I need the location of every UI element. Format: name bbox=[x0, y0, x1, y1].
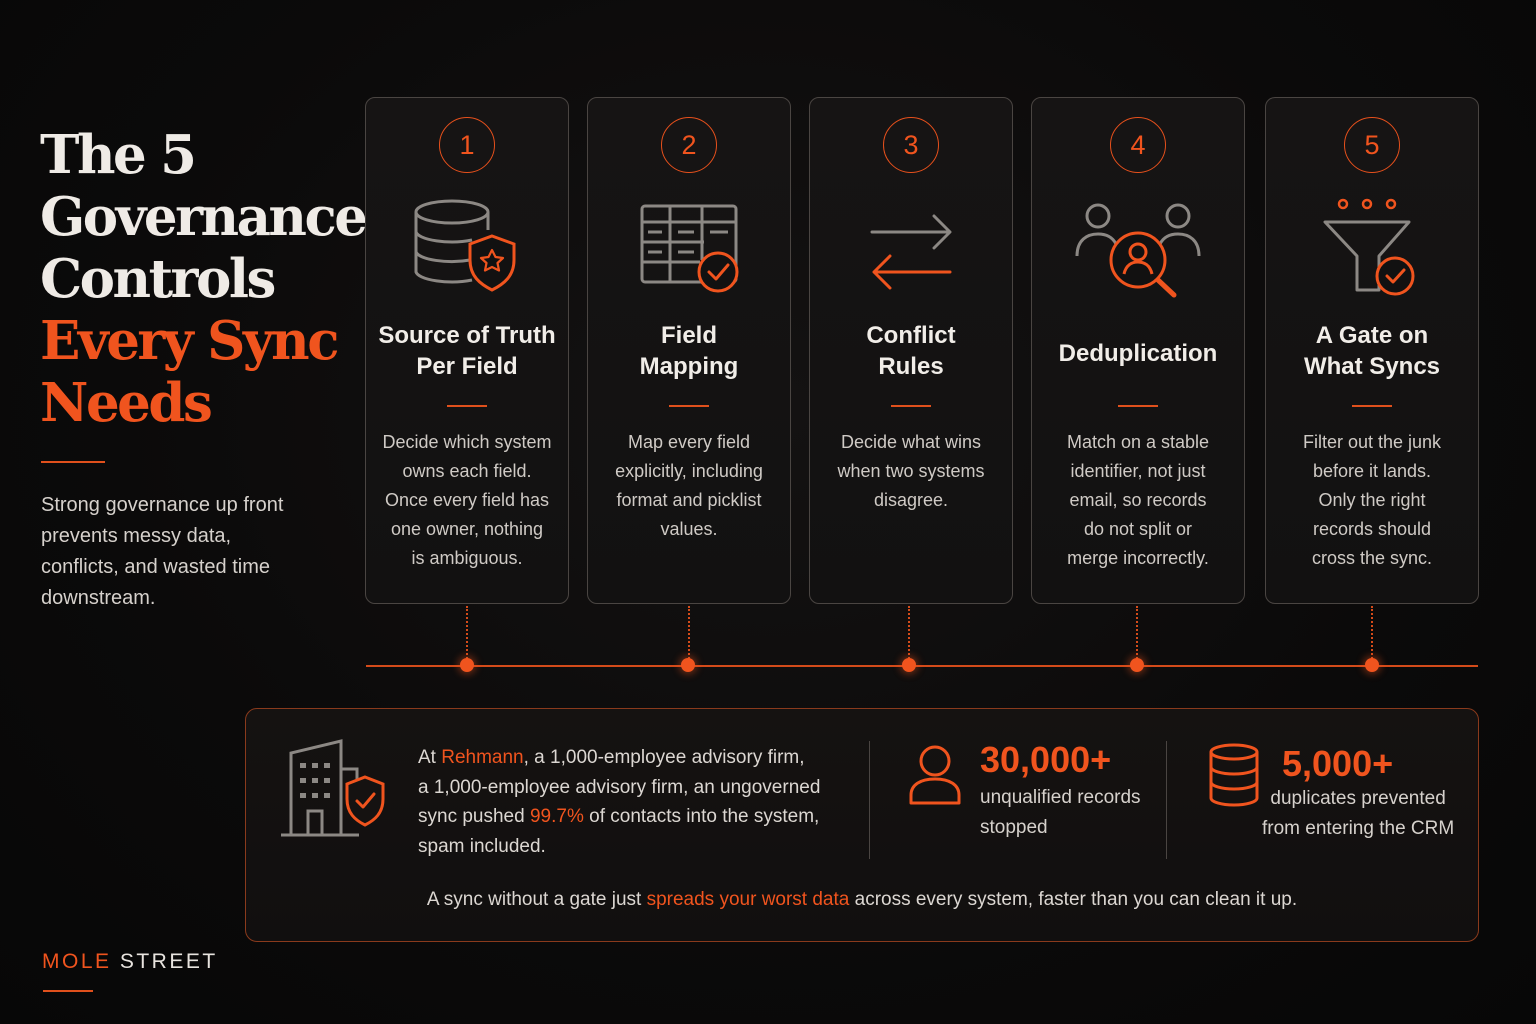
control-title: Source of Truth Per Field bbox=[378, 322, 556, 380]
title-line-1: The 5 bbox=[40, 124, 195, 186]
control-card-4 bbox=[1031, 97, 1245, 604]
control-title: Field Mapping bbox=[639, 322, 739, 380]
story-text: At bbox=[418, 747, 442, 768]
card-divider bbox=[891, 405, 931, 407]
control-title: Deduplication bbox=[1058, 340, 1218, 367]
story-text: of contacts into the system, spam included. bbox=[418, 806, 820, 857]
tagline bbox=[246, 889, 1478, 911]
timeline-connector bbox=[466, 606, 468, 662]
timeline-dot bbox=[460, 658, 474, 672]
control-description: Decide which system owns each field. Once every field has one owner, nothing is ambiguous. bbox=[382, 432, 552, 568]
control-description: Match on a stable identifier, not just email, so records do not split or merge incorrectly. bbox=[1066, 432, 1210, 568]
person-icon bbox=[908, 743, 962, 807]
card-divider bbox=[669, 405, 709, 407]
timeline-connector bbox=[908, 606, 910, 662]
database-icon bbox=[1208, 743, 1260, 807]
timeline-connector bbox=[688, 606, 690, 662]
page-title bbox=[40, 124, 366, 434]
tagline-highlight: spreads your worst data bbox=[646, 889, 850, 910]
title-line-5: Needs bbox=[40, 372, 211, 434]
card-divider bbox=[447, 405, 487, 407]
timeline-dot bbox=[1130, 658, 1144, 672]
users-search-icon bbox=[1073, 198, 1203, 298]
tagline-text: A sync without a gate just bbox=[426, 889, 647, 910]
story-text: , a 1,000-employee advisory firm, a 1,000-employee advisory firm, an ungoverned sync pushed bbox=[418, 747, 821, 827]
stat-value: 30,000+ bbox=[980, 739, 1112, 780]
card-divider bbox=[1352, 405, 1392, 407]
control-description: Decide what wins when two systems disagree. bbox=[837, 432, 985, 510]
timeline-dot bbox=[902, 658, 916, 672]
company-name: Rehmann bbox=[441, 747, 524, 768]
title-line-2: Governance bbox=[40, 186, 366, 248]
control-title: A Gate on What Syncs bbox=[1303, 322, 1441, 380]
stat-label: duplicates prevented from entering the CRM bbox=[1262, 788, 1455, 839]
timeline-connector bbox=[1371, 606, 1373, 662]
stat-value: 5,000+ bbox=[1282, 743, 1394, 784]
control-card-2 bbox=[587, 97, 791, 604]
step-number-badge: 4 bbox=[1110, 117, 1166, 173]
brand-divider bbox=[43, 990, 93, 992]
step-number-badge: 3 bbox=[883, 117, 939, 173]
case-study-text bbox=[418, 743, 848, 861]
timeline-connector bbox=[1136, 606, 1138, 662]
step-number-badge: 1 bbox=[439, 117, 495, 173]
stat-label: unqualified records stopped bbox=[980, 787, 1141, 838]
title-line-3: Controls bbox=[40, 248, 274, 310]
card-divider bbox=[1118, 405, 1158, 407]
control-card-5 bbox=[1265, 97, 1479, 604]
tagline-text: across every system, faster than you can clean it up. bbox=[849, 889, 1298, 910]
building-shield-icon bbox=[279, 739, 389, 843]
brand-word-2: STREET bbox=[111, 950, 218, 973]
database-shield-icon bbox=[412, 198, 522, 298]
timeline-dot bbox=[1365, 658, 1379, 672]
title-line-4: Every Sync bbox=[40, 310, 337, 372]
timeline-dot bbox=[681, 658, 695, 672]
step-number-badge: 2 bbox=[661, 117, 717, 173]
table-check-icon bbox=[634, 198, 744, 298]
swap-arrows-icon bbox=[856, 198, 966, 298]
case-study-panel bbox=[245, 708, 1479, 942]
control-card-3 bbox=[809, 97, 1013, 604]
funnel-check-icon bbox=[1317, 198, 1427, 298]
stat-divider bbox=[869, 741, 870, 859]
timeline-line bbox=[366, 665, 1478, 667]
control-card-1 bbox=[365, 97, 569, 604]
control-description: Filter out the junk before it lands. Only the right records should cross the sync. bbox=[1302, 432, 1442, 568]
control-description: Map every field explicitly, including format and picklist values. bbox=[615, 432, 763, 539]
brand-word-1: MOLE bbox=[42, 950, 112, 973]
page-subtitle: Strong governance up front prevents messy data, conflicts, and wasted time downstream. bbox=[41, 494, 284, 609]
step-number-badge: 5 bbox=[1344, 117, 1400, 173]
percent-highlight: 99.7% bbox=[529, 806, 584, 827]
control-title: Conflict Rules bbox=[866, 322, 956, 380]
title-divider bbox=[41, 461, 105, 463]
brand-logo bbox=[42, 950, 218, 974]
stat-divider bbox=[1166, 741, 1167, 859]
